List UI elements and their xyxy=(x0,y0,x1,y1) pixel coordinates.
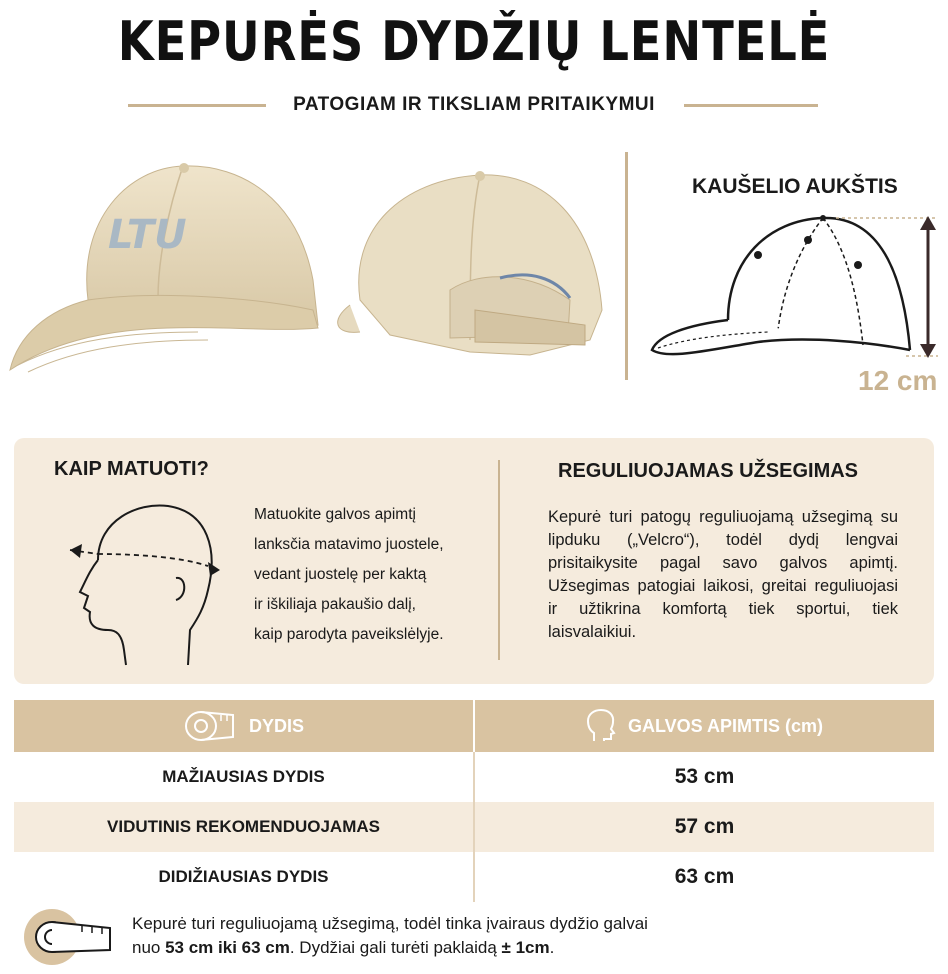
size-table xyxy=(14,700,934,902)
info-panel xyxy=(14,438,934,684)
hero-section xyxy=(0,130,948,430)
head-measure-icon xyxy=(58,500,228,670)
size-column-label: DYDIS xyxy=(248,715,304,736)
subtitle-row xyxy=(0,94,948,116)
hero-divider xyxy=(625,152,628,380)
footer-note xyxy=(18,906,930,968)
tape-measure-icon xyxy=(183,709,237,743)
crown-height-value: 12 cm xyxy=(858,365,938,396)
velcro-heading: REGULIUOJAMAS UŽSEGIMAS xyxy=(558,460,859,482)
footer-text-part: nuo xyxy=(132,938,166,957)
how-to-measure-text xyxy=(254,500,484,650)
crown-height-title: KAUŠELIO AUKŠTIS xyxy=(692,175,898,198)
value-cell: 63 cm xyxy=(473,852,934,902)
how-to-measure-heading: KAIP MATUOTI? xyxy=(54,458,209,480)
value-cell: 57 cm xyxy=(473,802,934,852)
footer-text-part: . xyxy=(549,938,555,957)
cap-back-image xyxy=(330,160,614,390)
size-cell: VIDUTINIS REKOMENDUOJAMAS xyxy=(107,817,380,836)
size-column-header xyxy=(14,700,473,752)
tape-measure-icon xyxy=(22,906,118,968)
panel-divider xyxy=(498,460,500,660)
value-cell: 53 cm xyxy=(473,752,934,802)
measure-line: kaip parodyta paveikslėlyje. xyxy=(254,626,444,643)
size-cell: MAŽIAUSIAS DYDIS xyxy=(162,767,325,786)
cap-logo-text: LTU xyxy=(108,212,187,258)
measure-line: Matuokite galvos apimtį xyxy=(254,506,416,523)
measure-line: ir iškiliaja pakaušio dalį, xyxy=(254,596,416,613)
measure-line: vedant juostelę per kaktą xyxy=(254,566,427,583)
footer-text-part: . Dydžiai gali turėti paklaidą xyxy=(289,938,502,957)
page-title: KEPURĖS DYDŽIŲ LENTELĖ xyxy=(117,10,831,73)
footer-range: 53 cm iki 63 cm xyxy=(165,938,290,957)
head-column-header xyxy=(473,700,934,752)
measure-line: lanksčia matavimo juostele, xyxy=(254,536,444,553)
page-subtitle: PATOGIAM IR TIKSLIAM PRITAIKYMUI xyxy=(293,94,655,115)
cap-front-image xyxy=(8,160,324,405)
velcro-text: Kepurė turi patogų reguliuojamą užsegimą su lipduku („Velcro“), todėl dydį lengvai prisitaikysite pagal savo galvos apimtį. Užsegimas patogiai laikosi, greitai reguliuojasi ir užtikrina komfortą tiek sportui, tiek laisvalaikiui. xyxy=(548,508,898,641)
head-column-label: GALVOS APIMTIS (cm) xyxy=(627,715,823,736)
size-cell: DIDIŽIAUSIAS DYDIS xyxy=(158,867,329,886)
size-table-header xyxy=(14,700,934,752)
footer-text xyxy=(132,912,648,960)
table-row xyxy=(14,752,934,802)
head-profile-icon xyxy=(586,709,616,743)
footer-line-2 xyxy=(132,936,648,960)
table-row xyxy=(14,852,934,902)
footer-line-1: Kepurė turi reguliuojamą užsegimą, todėl tinka įvairaus dydžio galvai xyxy=(132,914,648,933)
table-row xyxy=(14,802,934,852)
footer-tolerance: ± 1cm xyxy=(501,938,550,957)
cap-line-icon xyxy=(648,210,948,370)
